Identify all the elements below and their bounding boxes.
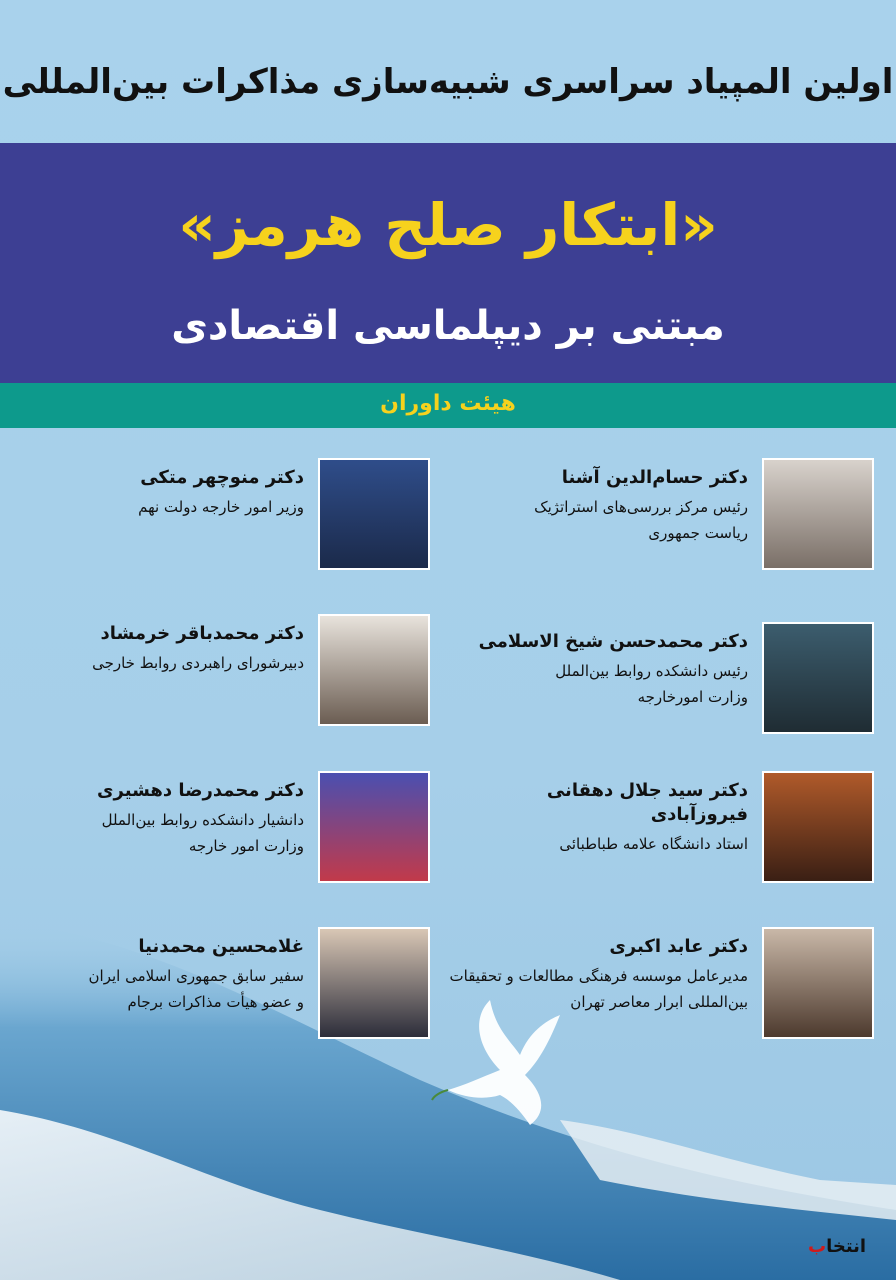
member-name: دکتر منوچهر متکی — [140, 467, 304, 488]
jury-member-mohammadnia — [10, 927, 430, 1043]
member-role: استاد دانشگاه علامه طباطبائی — [559, 835, 748, 853]
member-role: وزارت امور خارجه — [188, 837, 304, 855]
avatar — [762, 771, 874, 883]
jury-bar — [0, 383, 896, 428]
member-role: رئیس دانشکده روابط بین‌الملل — [555, 662, 748, 680]
member-name: دکتر محمدحسن شیخ الاسلامی — [478, 631, 748, 652]
jury-member-akbari — [449, 927, 874, 1043]
logo-text: انتخا — [826, 1236, 867, 1257]
member-role: بین‌المللی ابرار معاصر تهران — [570, 993, 748, 1011]
jury-member-khorramshad — [10, 614, 430, 730]
title-banner — [0, 143, 896, 383]
member-name: دکتر حسام‌الدین آشنا — [561, 467, 748, 488]
member-role: و عضو هیأت مذاکرات برجام — [127, 993, 304, 1011]
member-name: دکتر سید جلال دهقانی فیروزآبادی — [546, 780, 748, 825]
publisher-logo — [808, 1236, 866, 1257]
member-name: دکتر محمدباقر خرمشاد — [100, 623, 304, 644]
avatar — [762, 458, 874, 570]
member-name: غلامحسین محمدنیا — [138, 936, 304, 957]
member-role: دانشیار دانشکده روابط بین‌الملل — [101, 811, 304, 829]
member-role: دبیرشورای راهبردی روابط خارجی — [92, 654, 304, 672]
olympiad-title: اولین المپیاد سراسری شبیه‌سازی مذاکرات بین‌المللی — [2, 62, 894, 102]
jury-member-dehshiri — [10, 771, 430, 887]
avatar — [762, 927, 874, 1039]
avatar — [318, 614, 430, 726]
logo-accent: ب — [808, 1236, 827, 1257]
jury-member-ashna — [454, 458, 874, 574]
avatar — [318, 771, 430, 883]
avatar — [762, 622, 874, 734]
jury-member-mottaki — [10, 458, 430, 574]
member-role: رئیس مرکز بررسی‌های استراتژیک — [534, 498, 748, 516]
subtitle: مبتنی بر دیپلماسی اقتصادی — [171, 303, 725, 349]
jury-label: هیئت داوران — [380, 391, 516, 416]
member-role: وزارت امورخارجه — [637, 688, 748, 706]
jury-member-sheikholeslami — [454, 622, 874, 738]
member-role: سفیر سابق جمهوری اسلامی ایران — [88, 967, 304, 985]
member-name: دکتر عابد اکبری — [609, 936, 748, 957]
member-role: مدیرعامل موسسه فرهنگی مطالعات و تحقیقات — [449, 967, 748, 985]
avatar — [318, 458, 430, 570]
main-title: «ابتکار صلح هرمز» — [178, 191, 718, 259]
member-name: دکتر محمدرضا دهشیری — [97, 780, 304, 801]
jury-member-dehghani — [454, 771, 874, 887]
avatar — [318, 927, 430, 1039]
member-role: ریاست جمهوری — [648, 524, 748, 542]
member-role: وزیر امور خارجه دولت نهم — [138, 498, 304, 516]
